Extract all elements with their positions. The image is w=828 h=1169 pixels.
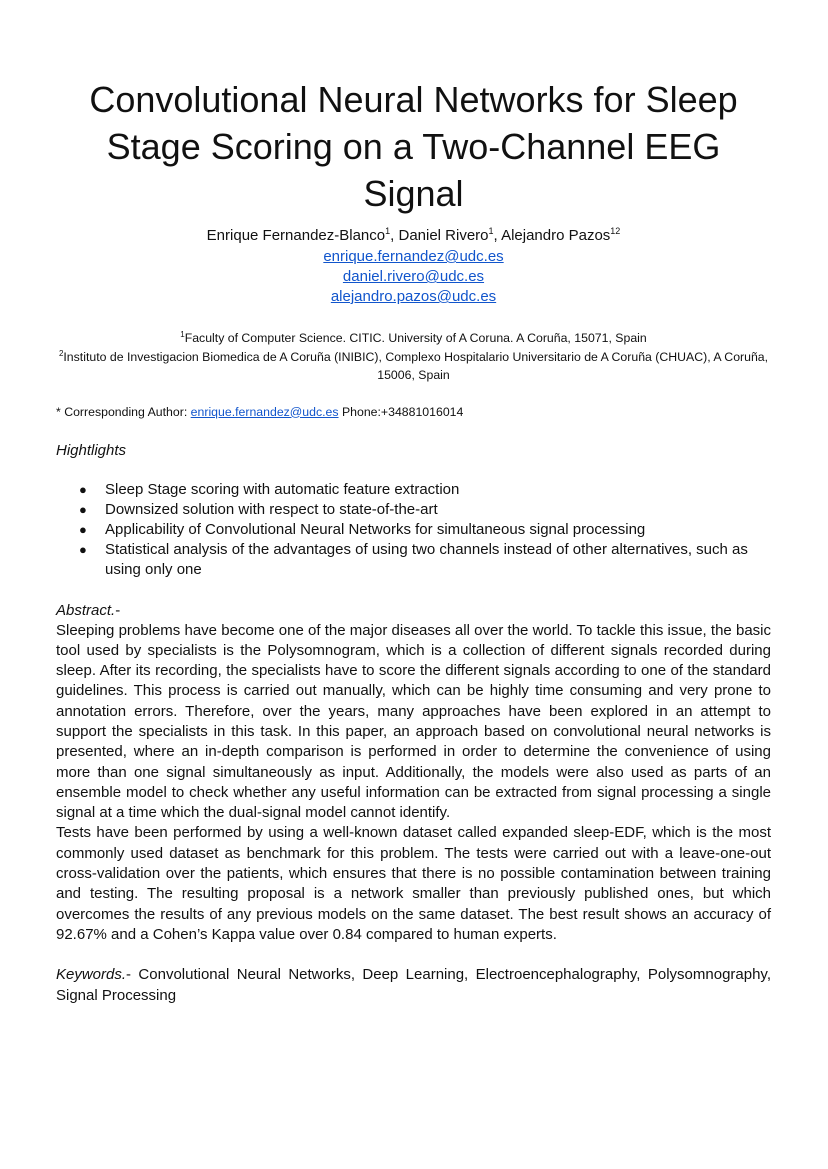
highlight-item <box>79 480 771 500</box>
highlight-text: Downsized solution with respect to state-of-the-art <box>105 500 438 518</box>
paper-title: Convolutional Neural Networks for Sleep Stage Scoring on a Two-Channel EEG Signal <box>89 79 738 214</box>
highlight-item <box>79 500 771 520</box>
author-separator: , <box>390 227 399 244</box>
affiliation-mark: 1 <box>385 226 391 236</box>
email-link-fernandez[interactable]: enrique.fernandez@udc.es <box>323 248 504 265</box>
author-separator: , <box>493 227 502 244</box>
highlight-text: Applicability of Convolutional Neural Networks for simultaneous signal processing <box>105 520 646 538</box>
bullet-icon: ● <box>79 541 87 557</box>
abstract-label: Abstract. <box>56 601 116 619</box>
abstract-heading <box>56 601 771 621</box>
abstract-paragraph: Sleeping problems have become one of the major diseases all over the world. To tackle this issue, the basic tool used by specialists is the Polysomnogram, which is a collection of different signals recorded during sleep. After its recording, the specialists have to score the different signals according to one of the standard guidelines. This process is carried out manually, which can be highly time consuming and very prone to annotation errors. Therefore, over the years, many approaches have been explored in an attempt to support the specialists in this task. In this paper, an approach based on convolutional neural networks is presented, where an in-depth comparison is performed in order to determine the convenience of using more than one signal simultaneously as input. Additionally, the models were also used as parts of an ensemble model to check whether any useful information can be extracted from signal processing a single signal at a time which the dual-signal model cannot identify. <box>56 621 771 822</box>
affiliation-item <box>56 348 771 385</box>
corresponding-email-link[interactable]: enrique.fernandez@udc.es <box>190 404 339 419</box>
keywords-label: Keywords. <box>56 966 127 984</box>
highlights-heading: Hightlights <box>56 441 127 459</box>
highlight-item <box>79 520 771 540</box>
affiliation-mark: 2 <box>58 348 64 358</box>
affiliations <box>56 329 771 385</box>
keywords-text: - Convolutional Neural Networks, Deep Learning, Electroencephalography, Polysomnography, Signal Processing <box>56 966 771 1004</box>
author-line <box>56 225 771 247</box>
email-link-rivero[interactable]: daniel.rivero@udc.es <box>342 268 485 285</box>
corresponding-prefix: * Corresponding Author: <box>56 404 191 419</box>
affiliation-text: Instituto de Investigacion Biomedica de A Coruña (INIBIC), Complexo Hospitalario Universitario de A Coruña (CHUAC), A Coruña, 15006, Spain <box>63 349 769 382</box>
corresponding-phone: Phone:+34881016014 <box>338 404 464 419</box>
affiliation-text: Faculty of Computer Science. CITIC. University of A Coruna. A Coruña, 15071, Spain <box>184 331 647 345</box>
highlight-text: Statistical analysis of the advantages of using two channels instead of other alternatives, such as using only one <box>105 540 748 578</box>
bullet-icon: ● <box>79 481 87 497</box>
abstract-label-suffix: - <box>115 601 121 619</box>
corresponding-author <box>56 403 771 421</box>
author-name: Enrique Fernandez-Blanco <box>206 227 386 244</box>
highlight-item <box>79 540 771 580</box>
author-name: Alejandro Pazos <box>501 227 611 244</box>
affiliation-mark: 1 <box>180 329 185 339</box>
bullet-icon: ● <box>79 501 87 517</box>
email-list <box>56 247 771 307</box>
affiliation-mark: 1 <box>488 226 494 236</box>
abstract-paragraph: Tests have been performed by using a well-known dataset called expanded sleep-EDF, which is the most commonly used dataset as benchmark for this problem. The tests were carried out with a leave-one-out cross-validation over the patients, which ensures that there is no possible contamination between training and testing. The resulting proposal is a network smaller than previously published ones, but which overcomes the results of any previous models on the same dataset. The best result shows an accuracy of 92.67% and a Cohen’s Kappa value over 0.84 compared to human experts. <box>56 824 771 943</box>
affiliation-mark: 12 <box>610 226 621 236</box>
bullet-icon: ● <box>79 521 87 537</box>
author-name: Daniel Rivero <box>398 227 489 244</box>
affiliation-item <box>56 329 771 348</box>
keywords <box>56 965 771 1006</box>
highlight-text: Sleep Stage scoring with automatic feature extraction <box>105 480 460 498</box>
email-link-pazos[interactable]: alejandro.pazos@udc.es <box>330 288 497 305</box>
highlights-list <box>56 480 771 580</box>
